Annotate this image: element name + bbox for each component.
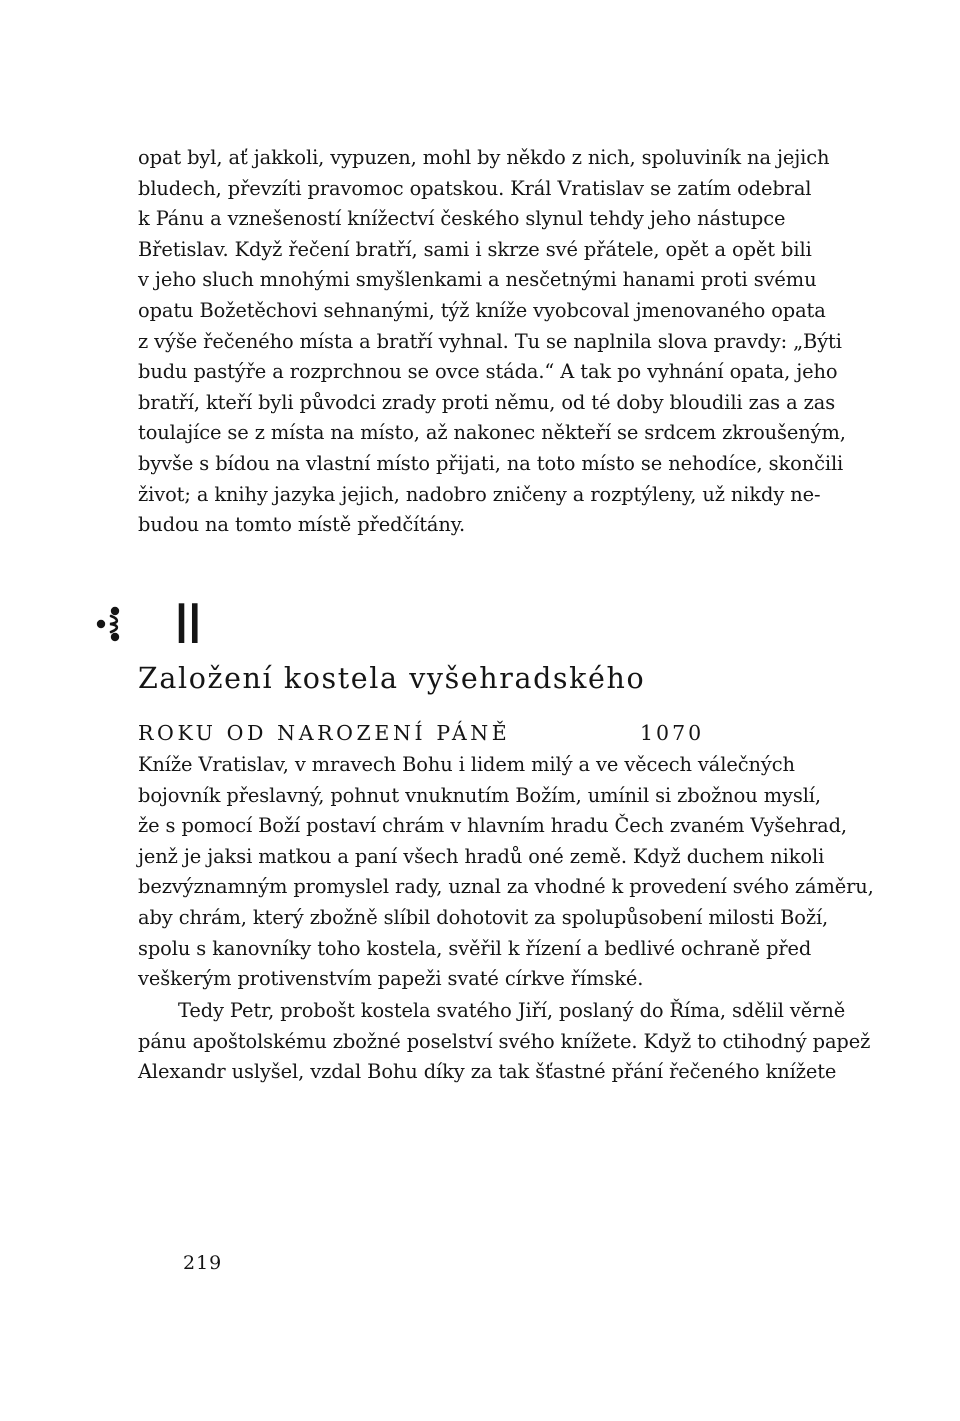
text-line: Tedy Petr, probošt kostela svatého Jiří, poslaný do Říma, sdělil věrně [178, 999, 846, 1022]
text-line: v jeho sluch mnohými smyšlenkami a nesčetnými hanami proti svému [138, 268, 817, 292]
text-line: bludech, převzíti pravomoc opatskou. Král Vratislav se zatím odebral [138, 176, 812, 200]
text-line: byvše s bídou na vlastní místo přijati, na toto místo se nehodíce, skončili [138, 451, 844, 475]
text-line: opat byl, ať jakkoli, vypuzen, mohl by někdo z nich, spoluviník na jejich [138, 146, 830, 169]
chapter-paragraph-2 [138, 996, 871, 1088]
chapter-title: Založení kostela vyšehradského [138, 662, 646, 695]
text-line: že s pomocí Boží postaví chrám v hlavním hradu Čech zvaném Vyšehrad, [138, 814, 847, 838]
text-line: život; a knihy jazyka jejich, nadobro zničeny a rozptýleny, už nikdy ne- [138, 482, 821, 506]
top-paragraph [138, 143, 846, 541]
page-number: 219 [183, 1252, 223, 1274]
text-line: veškerým protivenstvím papeži svaté církve římské. [138, 967, 644, 991]
text-line: k Pánu a vznešeností knížectví českého slynul tehdy jeho nástupce [138, 207, 786, 231]
text-line: spolu s kanovníky toho kostela, svěřil k řízení a bedlivé ochraně před [138, 936, 812, 960]
text-line: bojovník přeslavný, pohnut vnuknutím Božím, umínil si zbožnou myslí, [138, 783, 821, 807]
text-line: bezvýznamným promyslel rady, uznal za vhodné k provedení svého záměru, [138, 875, 874, 899]
text-line: toulajíce se z místa na místo, až nakonec někteří se srdcem zkroušeným, [138, 421, 846, 445]
text-line: opatu Božetěchovi sehnanými, týž kníže vyobcoval jmenovaného opata [138, 298, 826, 322]
text-line: jenž je jaksi matkou a paní všech hradů oné země. Když duchem nikoli [138, 844, 825, 868]
chapter-numeral: II [176, 593, 203, 656]
text-line: z výše řečeného místa a bratří vyhnal. Tu se naplnila slova pravdy: „Býti [138, 329, 842, 353]
text-line: budou na tomto místě předčítány. [138, 513, 466, 537]
text-line: Alexandr uslyšel, vzdal Bohu díky za tak šťastné přání řečeného knížete [138, 1060, 837, 1084]
chapter-paragraph-1 [138, 750, 874, 995]
year-label: ROKU OD NAROZENÍ PÁNĚ [138, 721, 511, 745]
chapter-year-heading [138, 716, 738, 750]
year-value: 1070 [640, 721, 705, 745]
text-line: budu pastýře a rozprchnou se ovce stáda.“ A tak po vyhnání opata, jeho [138, 360, 838, 384]
text-line: Břetislav. Když řečení bratří, sami i skrze své přátele, opět a opět bili [138, 237, 812, 261]
text-line: Kníže Vratislav, v mravech Bohu i lidem milý a ve věcech válečných [138, 753, 795, 776]
text-line: bratří, kteří byli původci zrady proti němu, od té doby bloudili zas a zas [138, 390, 836, 414]
text-line: pánu apoštolskému zbožné poselství svého knížete. Když to ctihodný papež [138, 1029, 871, 1053]
text-line: aby chrám, který zbožně slíbil dohotovit za spolupůsobení milosti Boží, [138, 905, 829, 929]
dot-cluster-ornament-icon [95, 604, 125, 644]
